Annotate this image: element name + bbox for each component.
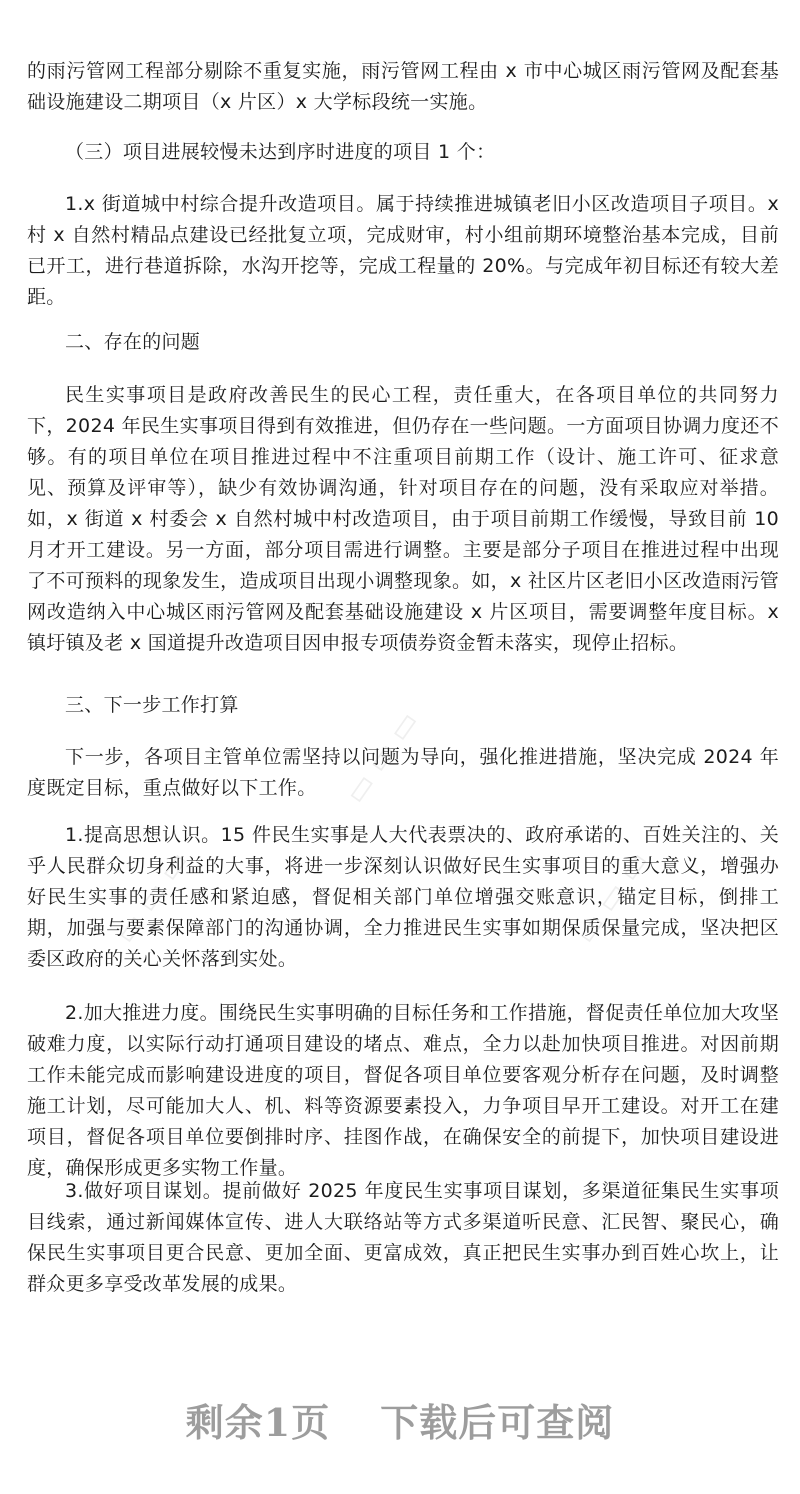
paragraph-project-1: 1.x 街道城中村综合提升改造项目。属于持续推进城镇老旧小区改造项目子项目。x 村 x 自然村精品点建设已经批复立项，完成财审，村小组前期环境整治基本完成，目前已开工，进行巷道拆除，水沟开挖等，完成工程量的 20%。与完成年初目标还有较大差距。: [27, 193, 779, 308]
remaining-pages-label: 剩余1页: [185, 1400, 331, 1445]
paragraph-step-2: 2.加大推进力度。围绕民生实事明确的目标任务和工作措施，督促责任单位加大攻坚破难力度，以实际行动打通项目建设的堵点、难点，全力以赴加快项目推进。对因前期工作未能完成而影响建设进度的项目，督促各项目单位要客观分析存在问题，及时调整施工计划，尽可能加大人、机、料等资源要素投入，力争项目早开工建设。对开工在建项目，督促各项目单位要倒排时序、挂图作战，在确保安全的前提下，加快项目建设进度，确保形成更多实物工作量。: [27, 1002, 779, 1179]
paragraph-next-steps-intro: 下一步，各项目主管单位需坚持以问题为导向，强化推进措施，坚决完成 2024 年度既定目标，重点做好以下工作。: [27, 746, 779, 799]
section-heading-slow-projects: （三）项目进展较慢未达到序时进度的项目 1 个：: [65, 141, 496, 163]
section-heading-next-steps: 三、下一步工作打算: [65, 694, 239, 716]
section-heading-problems: 二、存在的问题: [65, 331, 201, 353]
watermark: ▭ ▭ ▭: [567, 844, 657, 951]
paragraph-step-3: 3.做好项目谋划。提前做好 2025 年度民生实事项目谋划，多渠道征集民生实事项目线索，通过新闻媒体宣传、进人大联络站等方式多渠道听民意、汇民智、聚民心，确保民生实事项目更合民意、更加全面、更富成效，真正把民生实事办到百姓心坎上，让群众更多享受改革发展的成果。: [27, 1180, 779, 1295]
paragraph-step-1: 1.提高思想认识。15 件民生实事是人大代表票决的、政府承诺的、百姓关注的、关乎人民群众切身利益的大事，将进一步深刻认识做好民生实事项目的重大意义，增强办好民生实事的责任感和紧迫感，督促相关部门单位增强交账意识，锚定目标，倒排工期，加强与要素保障部门的沟通协调，全力推进民生实事如期保质保量完成，坚决把区委区政府的关心关怀落到实处。: [27, 824, 779, 970]
watermark: ▭ ▭ ▭: [107, 844, 197, 951]
paragraph-problems: 民生实事项目是政府改善民生的民心工程，责任重大，在各项目单位的共同努力下，2024 年民生实事项目得到有效推进，但仍存在一些问题。一方面项目协调力度还不够。有的项目单位在项目推进过程中不注重项目前期工作（设计、施工许可、征求意见、预算及评审等），缺少有效协调沟通，针对项目存在的问题，没有采取应对举措。如，x 街道 x 村委会 x 自然村城中村改造项目，由于项目前期工作缓慢，导致目前 10 月才开工建设。另一方面，部分项目需进行调整。主要是部分子项目在推进过程中出现了不可预料的现象发生，造成项目出现小调整现象。如，x 社区片区老旧小区改造雨污管网改造纳入中心城区雨污管网及配套基础设施建设 x 片区项目，需要调整年度目标。x 镇圩镇及老 x 国道提升改造项目因申报专项债券资金暂未落实，现停止招标。: [27, 384, 779, 654]
download-banner[interactable]: [0, 1392, 800, 1447]
paragraph-continuation: 的雨污管网工程部分剔除不重复实施，雨污管网工程由 x 市中心城区雨污管网及配套基础设施建设二期项目（x 片区）x 大学标段统一实施。: [27, 60, 779, 113]
watermark: ▭ ▭ ▭: [337, 704, 427, 811]
download-hint-label: 下载后可查阅: [380, 1400, 615, 1445]
